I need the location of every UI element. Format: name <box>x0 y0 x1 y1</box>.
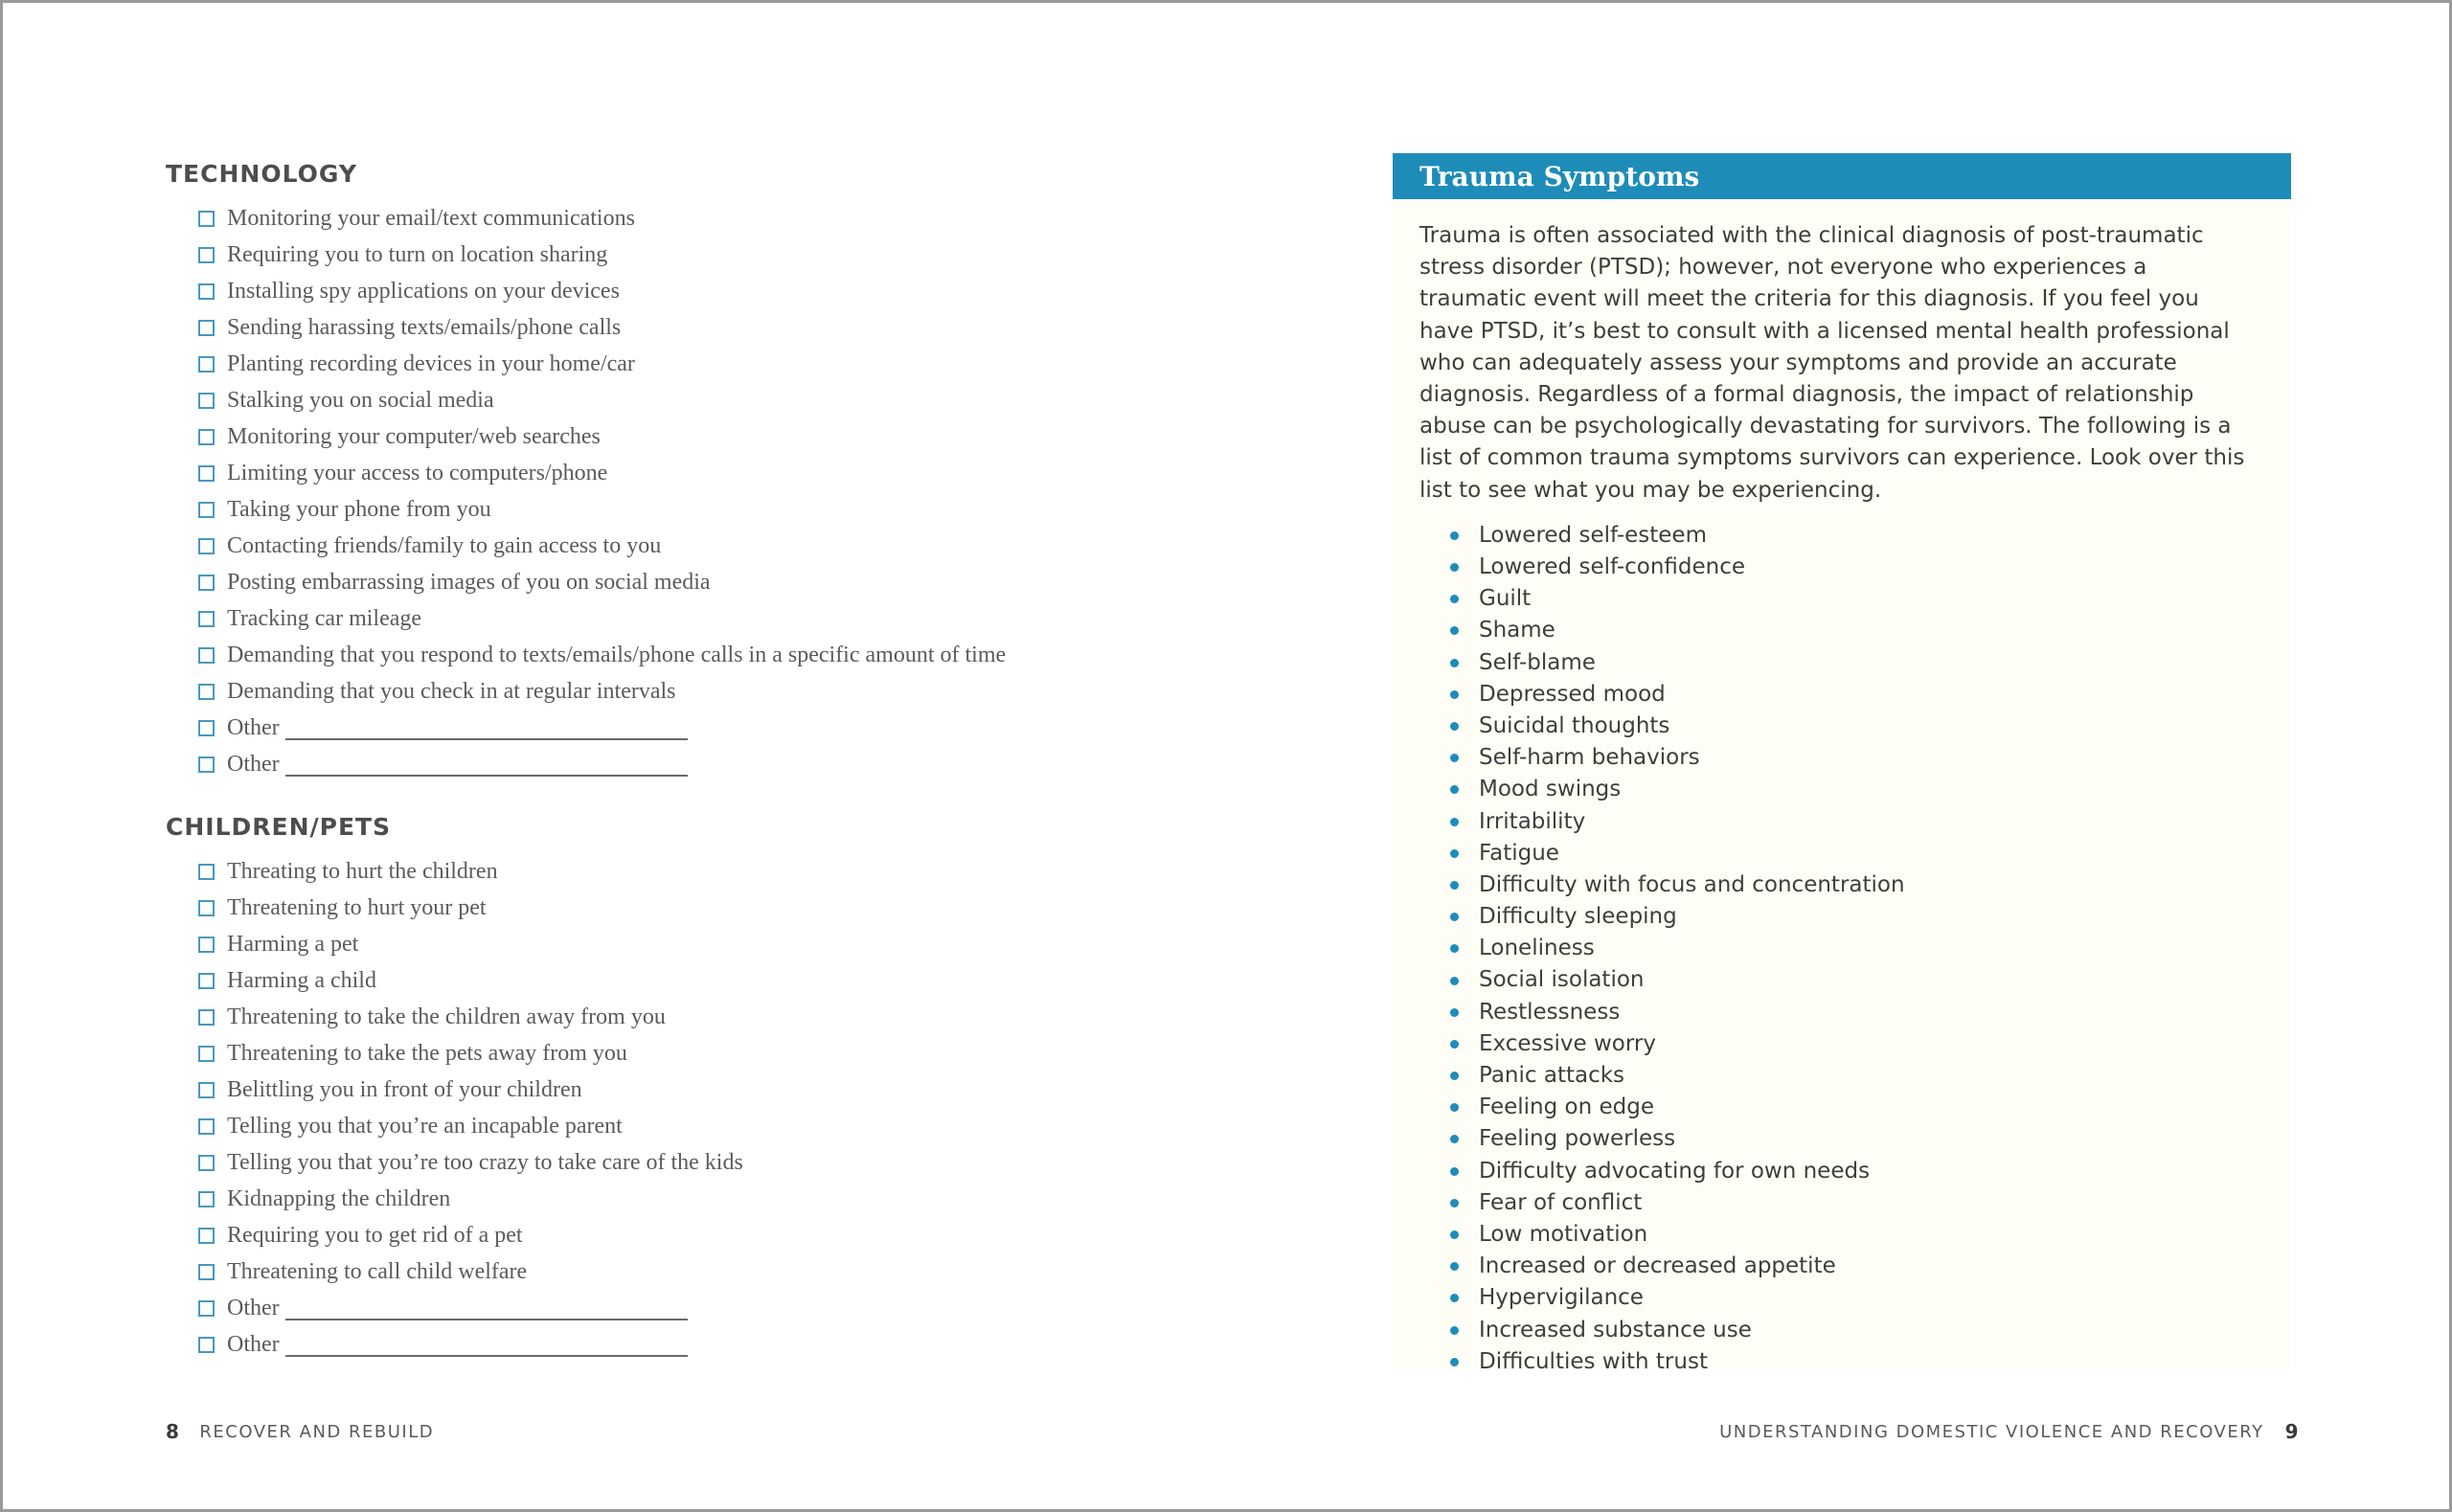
checklist-other-item <box>198 1290 1219 1326</box>
checklist-item-label: Stalking you on social media <box>227 388 494 413</box>
children-pets-heading: CHILDREN/PETS <box>166 813 392 841</box>
children-pets-checklist <box>166 853 1219 1363</box>
checklist-item-label: Telling you that you’re too crazy to take care of the kids <box>227 1150 743 1175</box>
box-title-bar <box>1393 153 2291 199</box>
checklist-item-label: Harming a pet <box>227 932 359 957</box>
checklist-item <box>198 600 1219 637</box>
symptom-item <box>1450 1282 2291 1314</box>
bullet-icon <box>1450 690 1459 699</box>
checklist-item-label: Taking your phone from you <box>227 497 491 522</box>
checklist-item <box>198 1072 1219 1108</box>
checklist-item <box>198 237 1219 273</box>
checklist-item <box>198 1035 1219 1072</box>
checklist-item <box>198 637 1219 673</box>
checkbox-icon[interactable] <box>198 1118 215 1135</box>
checklist-item-label: Threatening to take the children away from you <box>227 1004 666 1029</box>
symptom-label: Fatigue <box>1479 840 1559 866</box>
symptom-item <box>1450 552 2291 583</box>
checklist-item <box>198 1144 1219 1181</box>
checkbox-icon[interactable] <box>198 720 215 736</box>
left-footer <box>166 1420 434 1443</box>
bullet-icon <box>1450 1294 1459 1302</box>
other-label: Other <box>227 1296 280 1320</box>
checklist-item <box>198 455 1219 491</box>
symptom-item <box>1450 806 2291 838</box>
symptom-item <box>1450 615 2291 646</box>
checklist-item <box>198 491 1219 528</box>
checkbox-icon[interactable] <box>198 684 215 700</box>
symptom-label: Difficulties with trust <box>1479 1348 1708 1374</box>
symptom-item <box>1450 1156 2291 1187</box>
left-running-title: RECOVER AND REBUILD <box>199 1421 435 1442</box>
symptom-label: Restlessness <box>1479 999 1621 1025</box>
symptom-item <box>1450 1219 2291 1251</box>
symptom-label: Feeling on edge <box>1479 1095 1655 1120</box>
other-label: Other <box>227 752 280 777</box>
checklist-item-label: Contacting friends/family to gain access to you <box>227 533 662 558</box>
checklist-item-label: Threatening to call child welfare <box>227 1259 528 1284</box>
checkbox-icon[interactable] <box>198 356 215 372</box>
checklist-item-label: Planting recording devices in your home/car <box>227 351 635 376</box>
bullet-icon <box>1450 1103 1459 1112</box>
checkbox-icon[interactable] <box>198 1300 215 1317</box>
symptom-label: Difficulty with focus and concentration <box>1479 871 1905 897</box>
symptom-item <box>1450 711 2291 742</box>
bullet-icon <box>1450 1040 1459 1049</box>
right-running-title: UNDERSTANDING DOMESTIC VIOLENCE AND RECOVERY <box>1719 1421 2264 1442</box>
bullet-icon <box>1450 722 1459 731</box>
bullet-icon <box>1450 785 1459 794</box>
symptom-label: Feeling powerless <box>1479 1126 1676 1152</box>
checkbox-icon[interactable] <box>198 465 215 482</box>
symptom-label: Social isolation <box>1479 967 1645 993</box>
checkbox-icon[interactable] <box>198 973 215 989</box>
write-in-line[interactable] <box>285 715 688 740</box>
bullet-icon <box>1450 1167 1459 1176</box>
checkbox-icon[interactable] <box>198 1264 215 1280</box>
bullet-icon <box>1450 626 1459 635</box>
write-in-line[interactable] <box>285 1332 688 1357</box>
checklist-item-label: Limiting your access to computers/phone <box>227 461 608 485</box>
checkbox-icon[interactable] <box>198 320 215 336</box>
checklist-item <box>198 890 1219 926</box>
symptom-label: Self-blame <box>1479 649 1596 675</box>
checkbox-icon[interactable] <box>198 1082 215 1098</box>
checklist-item-label: Requiring you to turn on location sharing <box>227 242 608 267</box>
bullet-icon <box>1450 1326 1459 1335</box>
checkbox-icon[interactable] <box>198 864 215 880</box>
checklist-item-label: Requiring you to get rid of a pet <box>227 1223 523 1248</box>
symptom-label: Depressed mood <box>1479 681 1666 707</box>
checkbox-icon[interactable] <box>198 211 215 227</box>
checkbox-icon[interactable] <box>198 937 215 953</box>
symptom-label: Low motivation <box>1479 1221 1648 1247</box>
checklist-item <box>198 926 1219 962</box>
symptom-item <box>1450 901 2291 933</box>
checkbox-icon[interactable] <box>198 1337 215 1353</box>
symptom-list <box>1393 520 2291 1378</box>
checklist-item <box>198 1108 1219 1144</box>
symptom-item <box>1450 1346 2291 1378</box>
symptom-item <box>1450 869 2291 901</box>
right-page-number: 9 <box>2284 1420 2300 1443</box>
checklist-item <box>198 1217 1219 1253</box>
symptom-item <box>1450 520 2291 552</box>
checklist-other-item <box>198 710 1219 746</box>
checklist-item-label: Tracking car mileage <box>227 606 422 631</box>
checkbox-icon[interactable] <box>198 247 215 263</box>
checkbox-icon[interactable] <box>198 1046 215 1062</box>
bullet-icon <box>1450 1008 1459 1017</box>
symptom-item <box>1450 964 2291 996</box>
technology-checklist <box>166 200 1219 782</box>
bullet-icon <box>1450 1230 1459 1239</box>
bullet-icon <box>1450 913 1459 921</box>
checklist-item-label: Demanding that you check in at regular intervals <box>227 679 676 704</box>
checkbox-icon[interactable] <box>198 1155 215 1171</box>
checkbox-icon[interactable] <box>198 756 215 773</box>
checkbox-icon[interactable] <box>198 429 215 445</box>
checklist-other-item <box>198 1326 1219 1363</box>
left-page-number: 8 <box>166 1420 181 1443</box>
checklist-item <box>198 528 1219 564</box>
trauma-symptoms-box <box>1393 153 2291 1374</box>
symptom-label: Mood swings <box>1479 777 1622 802</box>
symptom-item <box>1450 1060 2291 1092</box>
checklist-item-label: Monitoring your computer/web searches <box>227 424 601 449</box>
symptom-item <box>1450 1251 2291 1282</box>
checklist-item <box>198 999 1219 1035</box>
bullet-icon <box>1450 849 1459 858</box>
symptom-label: Excessive worry <box>1479 1030 1656 1056</box>
symptom-label: Loneliness <box>1479 936 1595 961</box>
symptom-item <box>1450 742 2291 774</box>
symptom-label: Panic attacks <box>1479 1063 1625 1089</box>
checklist-item <box>198 200 1219 237</box>
write-in-line[interactable] <box>285 752 688 777</box>
symptom-item <box>1450 774 2291 805</box>
symptom-label: Self-harm behaviors <box>1479 745 1700 771</box>
checkbox-icon[interactable] <box>198 1009 215 1026</box>
right-footer <box>1719 1420 2300 1443</box>
checklist-item-label: Threatening to hurt your pet <box>227 895 487 920</box>
write-in-line[interactable] <box>285 1296 688 1320</box>
bullet-icon <box>1450 659 1459 667</box>
bullet-icon <box>1450 1358 1459 1366</box>
symptom-label: Hypervigilance <box>1479 1285 1644 1311</box>
symptom-label: Shame <box>1479 618 1555 643</box>
symptom-label: Increased or decreased appetite <box>1479 1253 1836 1279</box>
symptom-label: Lowered self-confidence <box>1479 554 1746 580</box>
box-intro-paragraph: Trauma is often associated with the clinical diagnosis of post-traumatic stress disorder (PTSD); however, not everyone who experiences a traumatic event will meet the criteria for this diagnosis. If you feel you have PTSD, it’s best to consult with a licensed mental health professional who can adequately assess your symptoms and provide an accurate diagnosis. Regardless of a formal diagnosis, the impact of relationship abuse can be psychologically devastating for survivors. The following is a list of common trauma symptoms survivors can experience. Look over this list to see what you may be experiencing. <box>1419 223 2245 503</box>
checklist-item <box>198 1253 1219 1290</box>
checklist-item <box>198 853 1219 890</box>
box-title: Trauma Symptoms <box>1419 160 1700 192</box>
checklist-item-label: Kidnapping the children <box>227 1186 451 1211</box>
checklist-item-label: Demanding that you respond to texts/emails/phone calls in a specific amount of time <box>227 643 1007 667</box>
checklist-item-label: Posting embarrassing images of you on social media <box>227 570 711 595</box>
checklist-item-label: Installing spy applications on your devices <box>227 279 620 304</box>
symptom-item <box>1450 1092 2291 1123</box>
checkbox-icon[interactable] <box>198 575 215 591</box>
checklist-other-item <box>198 746 1219 782</box>
symptom-item <box>1450 1315 2291 1346</box>
symptom-item <box>1450 1028 2291 1060</box>
checklist-item <box>198 564 1219 600</box>
checkbox-icon[interactable] <box>198 900 215 916</box>
checklist-item-label: Harming a child <box>227 968 376 993</box>
symptom-item <box>1450 1187 2291 1219</box>
checkbox-icon[interactable] <box>198 283 215 300</box>
bullet-icon <box>1450 1262 1459 1271</box>
bullet-icon <box>1450 881 1459 890</box>
checklist-item <box>198 309 1219 346</box>
checklist-item-label: Sending harassing texts/emails/phone calls <box>227 315 622 340</box>
symptom-item <box>1450 679 2291 711</box>
checklist-item <box>198 273 1219 309</box>
checkbox-icon[interactable] <box>198 1228 215 1244</box>
bullet-icon <box>1450 944 1459 953</box>
symptom-label: Difficulty sleeping <box>1479 904 1677 930</box>
checklist-item-label: Threating to hurt the children <box>227 859 498 884</box>
bullet-icon <box>1450 754 1459 762</box>
bullet-icon <box>1450 1135 1459 1143</box>
bullet-icon <box>1450 563 1459 572</box>
checklist-item-label: Monitoring your email/text communications <box>227 206 635 231</box>
checkbox-icon[interactable] <box>198 647 215 664</box>
bullet-icon <box>1450 1199 1459 1207</box>
checklist-item <box>198 346 1219 382</box>
checkbox-icon[interactable] <box>198 1191 215 1207</box>
bullet-icon <box>1450 595 1459 603</box>
symptom-label: Fear of conflict <box>1479 1189 1643 1215</box>
symptom-item <box>1450 647 2291 679</box>
symptom-item <box>1450 838 2291 869</box>
symptom-label: Lowered self-esteem <box>1479 522 1707 548</box>
symptom-item <box>1450 1123 2291 1155</box>
checklist-item-label: Threatening to take the pets away from you <box>227 1041 627 1066</box>
bullet-icon <box>1450 1072 1459 1080</box>
checklist-item <box>198 962 1219 999</box>
symptom-label: Difficulty advocating for own needs <box>1479 1158 1871 1184</box>
other-label: Other <box>227 1332 280 1357</box>
checklist-item-label: Telling you that you’re an incapable parent <box>227 1114 623 1139</box>
left-page <box>166 156 1219 1363</box>
checklist-item <box>198 418 1219 455</box>
symptom-label: Increased substance use <box>1479 1317 1752 1343</box>
checklist-item-label: Belittling you in front of your children <box>227 1077 582 1102</box>
checkbox-icon[interactable] <box>198 502 215 518</box>
technology-heading: TECHNOLOGY <box>166 160 357 188</box>
checkbox-icon[interactable] <box>198 611 215 627</box>
checkbox-icon[interactable] <box>198 393 215 409</box>
symptom-item <box>1450 933 2291 964</box>
other-label: Other <box>227 715 280 740</box>
symptom-item <box>1450 583 2291 615</box>
symptom-item <box>1450 997 2291 1028</box>
checklist-item <box>198 673 1219 710</box>
symptom-label: Guilt <box>1479 586 1532 612</box>
checklist-item <box>198 382 1219 418</box>
symptom-label: Suicidal thoughts <box>1479 712 1670 738</box>
checklist-item <box>198 1181 1219 1217</box>
symptom-label: Irritability <box>1479 808 1586 834</box>
bullet-icon <box>1450 977 1459 985</box>
checkbox-icon[interactable] <box>198 538 215 554</box>
bullet-icon <box>1450 818 1459 826</box>
bullet-icon <box>1450 531 1459 540</box>
